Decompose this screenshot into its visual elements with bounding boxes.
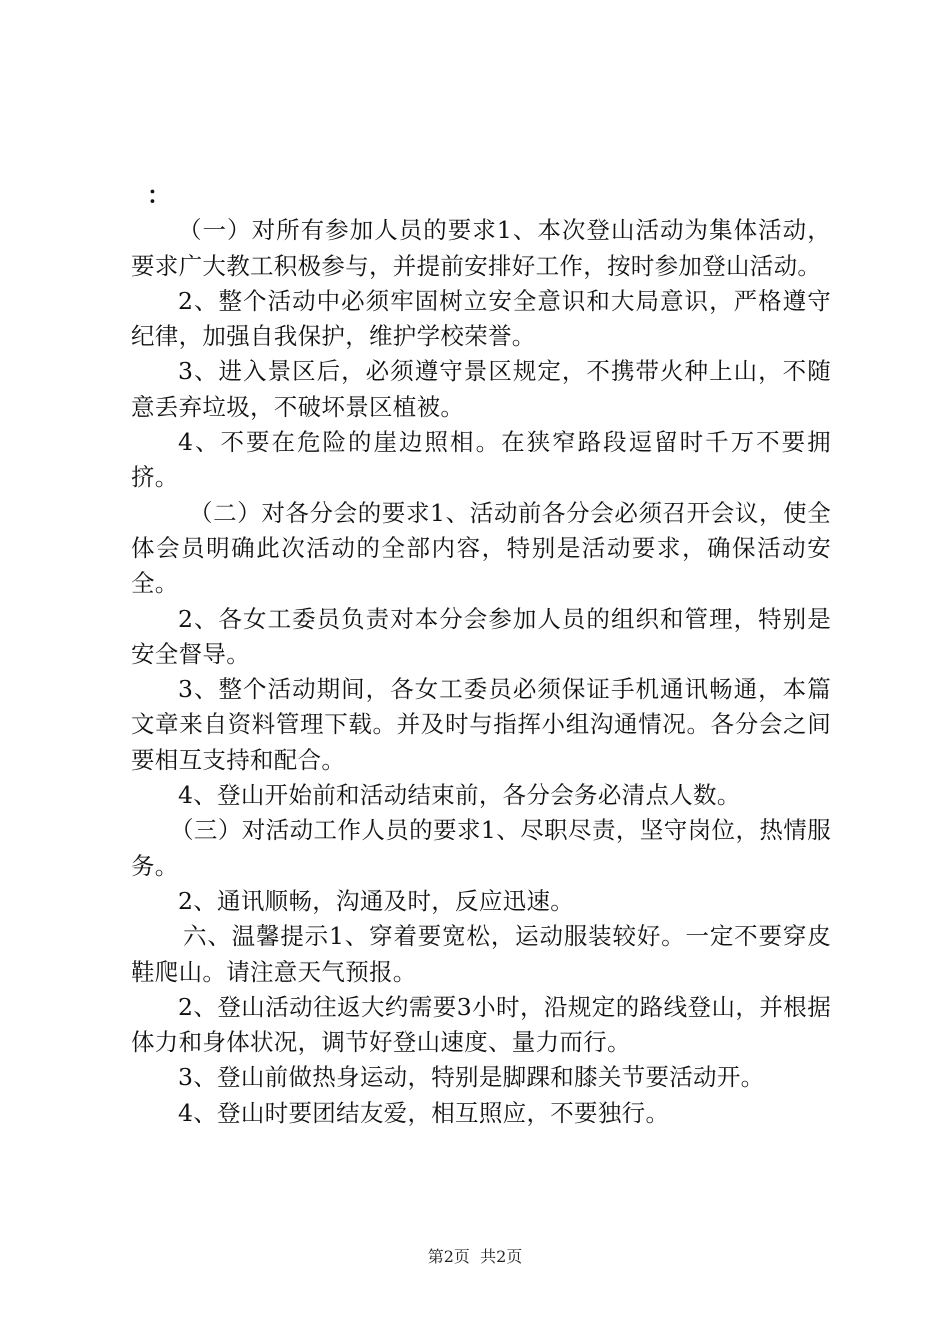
paragraph-section-1-item-2: 2、整个活动中必须牢固树立安全意识和大局意识，严格遵守纪律，加强自我保护，维护学校荣誉。 [131,286,831,351]
paragraph-section-1-item-1: （一）对所有参加人员的要求1、本次登山活动为集体活动，要求广大教工积极参与，并提前安排好工作，按时参加登山活动。 [131,216,831,280]
paragraph-section-3-item-1: （三）对活动工作人员的要求1、尽职尽责，坚守岗位，热情服务。 [131,816,831,880]
document-body [131,178,831,1131]
paragraph-section-1-item-3: 3、进入景区后，必须遵守景区规定，不携带火种上山，不随意丢弃垃圾，不破坏景区植被。 [131,357,831,421]
paragraph-section-2-item-2: 2、各女工委员负责对本分会参加人员的组织和管理，特别是安全督导。 [131,604,831,668]
paragraph-section-2-item-4: 4、登山开始前和活动结束前，各分会务必清点人数。 [178,781,741,810]
paragraph-colon: ： [147,181,171,209]
paragraph-tips-item-3: 3、登山前做热身运动，特别是脚踝和膝关节要活动开。 [178,1063,765,1092]
page-footer: 第2页 共2页 [427,1247,523,1266]
paragraph-tips-item-4: 4、登山时要团结友爱，相互照应，不要独行。 [178,1098,670,1127]
paragraph-tips-item-1: 六、温馨提示1、穿着要宽松，运动服装较好。一定不要穿皮鞋爬山。请注意天气预报。 [131,922,831,986]
paragraph-section-2-item-1: （二）对各分会的要求1、活动前各分会必须召开会议，使全体会员明确此次活动的全部内容，特别是活动要求，确保活动安全。 [131,498,831,598]
paragraph-tips-item-2: 2、登山活动往返大约需要3小时，沿规定的路线登山，并根据体力和身体状况，调节好登山速度、量力而行。 [131,992,831,1057]
paragraph-section-2-item-3: 3、整个活动期间，各女工委员必须保证手机通讯畅通，本篇文章来自资料管理下载。并及时与指挥小组沟通情况。各分会之间要相互支持和配合。 [131,675,831,774]
paragraph-section-1-item-4: 4、不要在危险的崖边照相。在狭窄路段逗留时千万不要拥挤。 [131,428,831,492]
paragraph-section-3-item-2: 2、通讯顺畅，沟通及时，反应迅速。 [178,886,575,915]
